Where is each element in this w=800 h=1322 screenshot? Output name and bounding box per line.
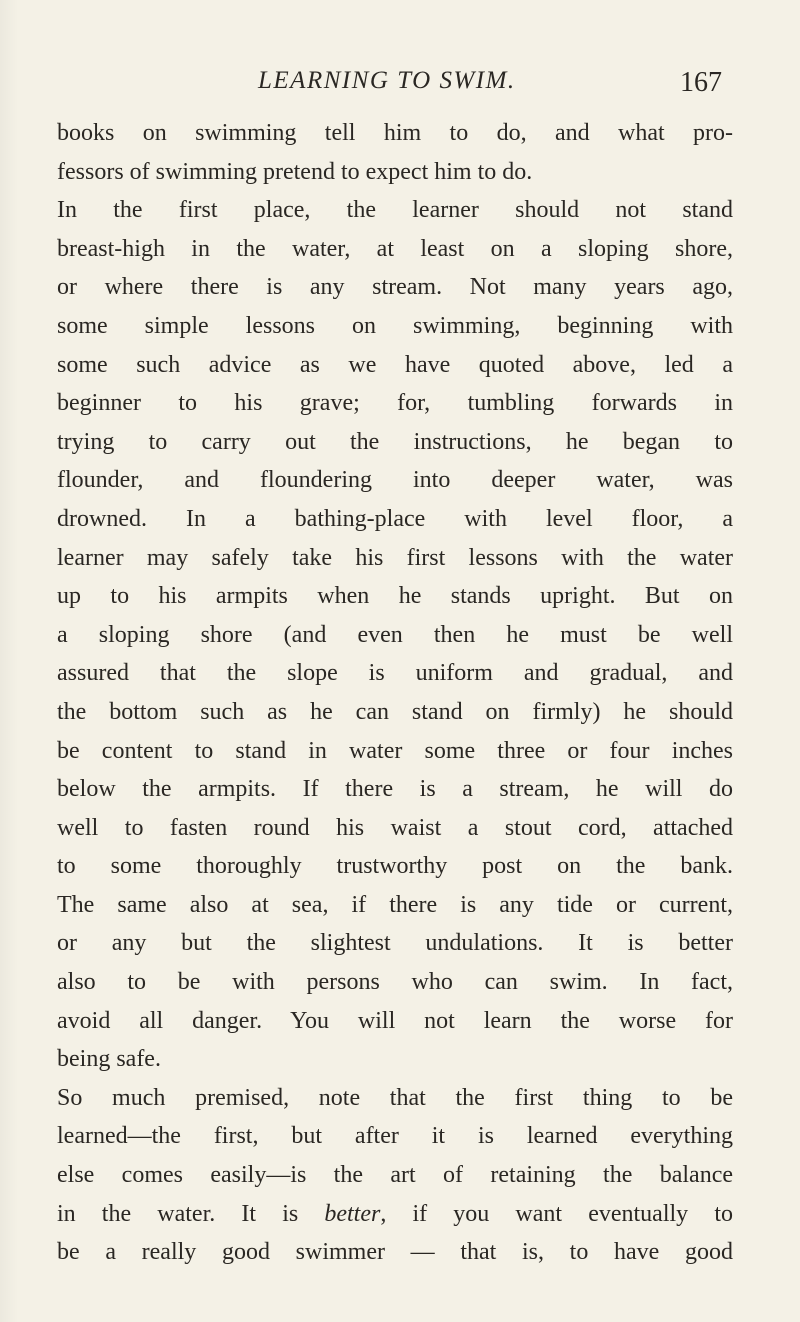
emphasized-word: better — [324, 1200, 381, 1227]
running-title: LEARNING TO SWIM. — [258, 67, 516, 94]
text-line-18: below the armpits. If there is a stream, he will do — [57, 776, 733, 803]
text-line-15: assured that the slope is uniform and gradual, and — [57, 660, 733, 687]
text-line-12: learner may safely take his first lessons with the water — [57, 544, 733, 571]
text-line-14: a sloping shore (and even then he must be well — [57, 621, 733, 648]
page-number: 167 — [680, 67, 722, 98]
text-line-8: beginner to his grave; for, tumbling forwards in — [57, 390, 733, 417]
text-line-11: drowned. In a bathing-place with level floor, a — [57, 505, 733, 532]
text-line-4: breast-high in the water, at least on a sloping shore, — [57, 235, 733, 262]
text-line-23: also to be with persons who can swim. In fact, — [57, 969, 733, 996]
text-line-22: or any but the slightest undulations. It is better — [57, 930, 733, 957]
text-line-2: fessors of swimming pretend to expect him to do. — [57, 158, 533, 185]
text-line-3: In the first place, the learner should not stand — [57, 197, 733, 224]
text-line-16: the bottom such as he can stand on firmly) he should — [57, 698, 733, 725]
text-line-24: avoid all danger. You will not learn the worse for — [57, 1007, 733, 1034]
text-line-20: to some thoroughly trustworthy post on the bank. — [57, 853, 733, 880]
text-line-5: or where there is any stream. Not many years ago, — [57, 274, 733, 301]
running-head — [0, 66, 800, 102]
text-line-21: The same also at sea, if there is any tide or current, — [57, 891, 733, 918]
text-line-19: well to fasten round his waist a stout cord, attached — [57, 814, 733, 841]
text-line-1: books on swimming tell him to do, and what pro- — [57, 120, 733, 146]
text-line-27: learned—the first, but after it is learned everything — [57, 1123, 733, 1150]
text-line-9: trying to carry out the instructions, he began to — [57, 428, 733, 455]
text-line-28: else comes easily—is the art of retaining the balance — [57, 1162, 733, 1189]
text-line-30: be a really good swimmer — that is, to have good — [57, 1239, 733, 1266]
text-line-25: being safe. — [57, 1046, 161, 1073]
text-line-26: So much premised, note that the first thing to be — [57, 1084, 733, 1111]
text-line-13: up to his armpits when he stands upright. But on — [57, 583, 733, 610]
text-line-10: flounder, and floundering into deeper water, was — [57, 467, 733, 494]
text-line-7: some such advice as we have quoted above, led a — [57, 351, 733, 378]
text-line-29: in the water. It is better, if you want eventually to — [57, 1200, 733, 1227]
text-line-17: be content to stand in water some three or four inches — [57, 737, 733, 764]
text-line-6: some simple lessons on swimming, beginning with — [57, 312, 733, 339]
body-text — [57, 114, 733, 1304]
